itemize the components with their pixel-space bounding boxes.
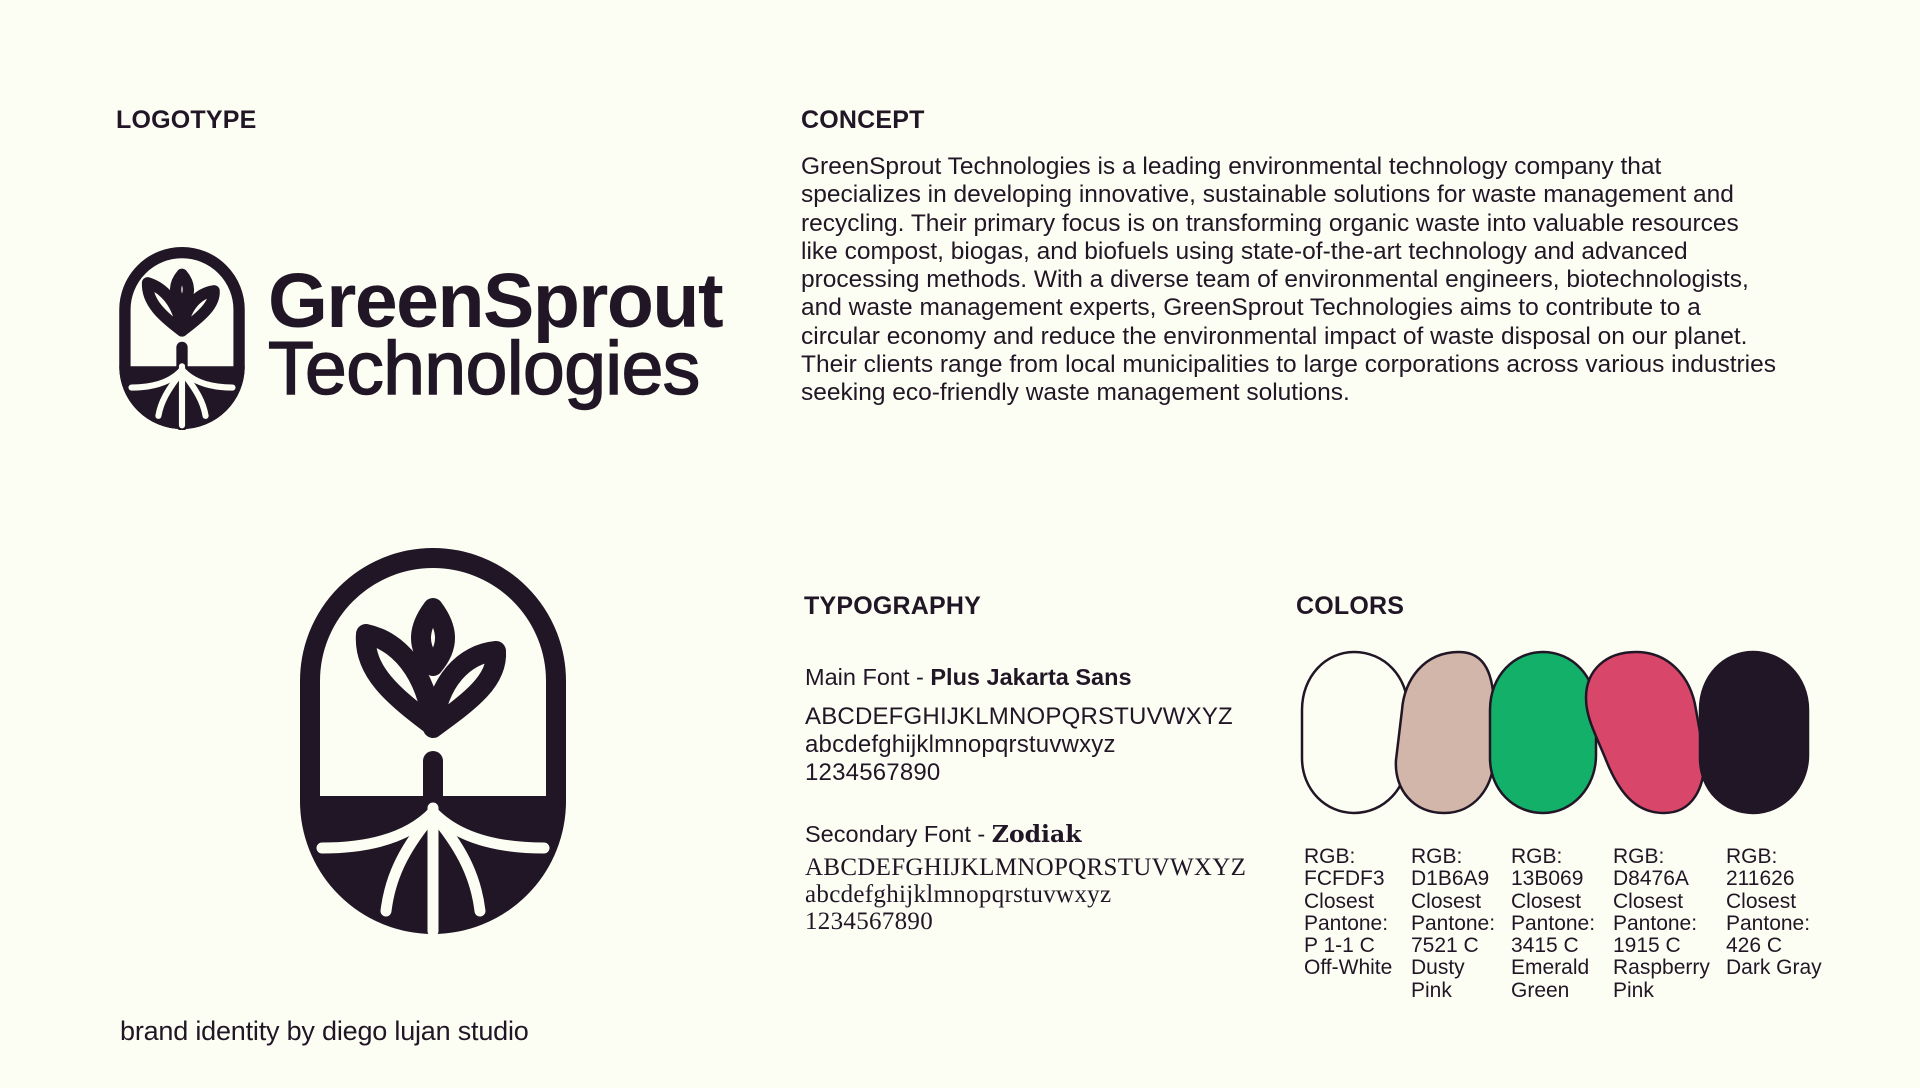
main-font-lowercase: abcdefghijklmnopqrstuvwxyz bbox=[805, 731, 1116, 758]
color-closest: Closest bbox=[1304, 889, 1375, 913]
color-closest: Closest bbox=[1511, 889, 1582, 913]
color-pantone-label: Pantone: bbox=[1613, 911, 1698, 935]
color-label: RGB: bbox=[1613, 845, 1665, 868]
sprout-roots-emblem-large-icon bbox=[298, 546, 568, 936]
secondary-font-lowercase: abcdefghijklmnopqrstuvwxyz bbox=[805, 881, 1112, 908]
color-pantone-label: Pantone: bbox=[1304, 911, 1389, 935]
logotype-heading: LOGOTYPE bbox=[116, 106, 257, 134]
main-font-prefix: Main Font - bbox=[805, 664, 931, 690]
color-hex: FCFDF3 bbox=[1304, 867, 1385, 891]
color-swatches bbox=[1296, 650, 1816, 815]
color-label: RGB: bbox=[1726, 845, 1778, 868]
color-name-2: Green bbox=[1511, 978, 1570, 1002]
color-pantone-label: Pantone: bbox=[1511, 911, 1596, 935]
color-closest: Closest bbox=[1411, 889, 1482, 913]
color-name: Emerald bbox=[1511, 956, 1590, 980]
swatch-dark-gray bbox=[1700, 652, 1808, 813]
color-hex: D8476A bbox=[1613, 867, 1689, 891]
color-pantone-code: 3415 C bbox=[1511, 934, 1579, 958]
color-pantone-code: 7521 C bbox=[1411, 934, 1479, 958]
swatch-off-white bbox=[1302, 652, 1408, 813]
color-hex: 211626 bbox=[1726, 867, 1795, 891]
color-info-raspberry-pink bbox=[1613, 846, 1710, 1002]
swatch-raspberry-pink bbox=[1586, 652, 1704, 813]
secondary-font-title bbox=[805, 820, 1246, 848]
color-pantone-code: P 1-1 C bbox=[1304, 934, 1375, 958]
color-label: RGB: bbox=[1304, 845, 1356, 868]
swatch-emerald-green bbox=[1490, 652, 1596, 813]
color-pantone-code: 426 C bbox=[1726, 934, 1783, 958]
secondary-font-specimen bbox=[805, 820, 1246, 935]
color-hex: 13B069 bbox=[1511, 867, 1584, 891]
color-label: RGB: bbox=[1511, 845, 1563, 868]
color-closest: Closest bbox=[1726, 889, 1797, 913]
color-info-dark-gray bbox=[1726, 846, 1822, 980]
main-font-digits: 1234567890 bbox=[805, 759, 941, 786]
color-pantone-label: Pantone: bbox=[1726, 911, 1811, 935]
colors-heading: COLORS bbox=[1296, 592, 1405, 620]
color-closest: Closest bbox=[1613, 889, 1684, 913]
color-pantone-code: 1915 C bbox=[1613, 934, 1681, 958]
wordmark bbox=[268, 258, 723, 410]
secondary-font-name: Zodiak bbox=[991, 820, 1082, 848]
color-pantone-label: Pantone: bbox=[1411, 911, 1496, 935]
color-name-2: Pink bbox=[1411, 978, 1452, 1002]
main-font-title bbox=[805, 664, 1233, 691]
secondary-font-prefix: Secondary Font - bbox=[805, 821, 992, 847]
color-name: Dark Gray bbox=[1726, 956, 1822, 980]
concept-heading: CONCEPT bbox=[801, 106, 925, 134]
secondary-font-uppercase: ABCDEFGHIJKLMNOPQRSTUVWXYZ bbox=[805, 854, 1247, 881]
typography-heading: TYPOGRAPHY bbox=[804, 592, 982, 620]
color-label: RGB: bbox=[1411, 845, 1463, 868]
concept-paragraph: GreenSprout Technologies is a leading environmental technology company that specializes in developing innovative, sustainable solutions for waste management and recycling. Their primary focus is on transforming organic waste into valuable resources like compost, biogas, and biofuels using state-of-the-art technology and advanced processing methods. With a diverse team of environmental engineers, biotechnologists, and waste management experts, GreenSprout Technologies aims to contribute to a circular economy and reduce the environmental impact of waste disposal on our planet. Their clients range from local municipalities to large corporations across various industries seeking eco-friendly waste management solutions. bbox=[801, 153, 1776, 407]
color-name: Dusty bbox=[1411, 956, 1465, 980]
swatch-dusty-pink bbox=[1396, 652, 1494, 813]
sprout-roots-emblem-icon bbox=[118, 246, 246, 430]
color-hex: D1B6A9 bbox=[1411, 867, 1490, 891]
main-font-uppercase: ABCDEFGHIJKLMNOPQRSTUVWXYZ bbox=[805, 703, 1233, 730]
main-font-specimen bbox=[805, 664, 1233, 787]
secondary-font-digits: 1234567890 bbox=[805, 908, 933, 935]
wordmark-line-1: GreenSprout bbox=[268, 258, 723, 344]
color-info-dusty-pink bbox=[1411, 846, 1495, 1002]
wordmark-line-2: Technologies bbox=[268, 326, 700, 410]
studio-credit: brand identity by diego lujan studio bbox=[120, 1016, 529, 1046]
main-font-name: Plus Jakarta Sans bbox=[930, 664, 1132, 690]
color-name-2: Pink bbox=[1613, 978, 1654, 1002]
color-info-off-white bbox=[1304, 846, 1392, 980]
color-info-emerald-green bbox=[1511, 846, 1595, 1002]
color-name: Off-White bbox=[1304, 956, 1393, 980]
color-name: Raspberry bbox=[1613, 956, 1710, 980]
